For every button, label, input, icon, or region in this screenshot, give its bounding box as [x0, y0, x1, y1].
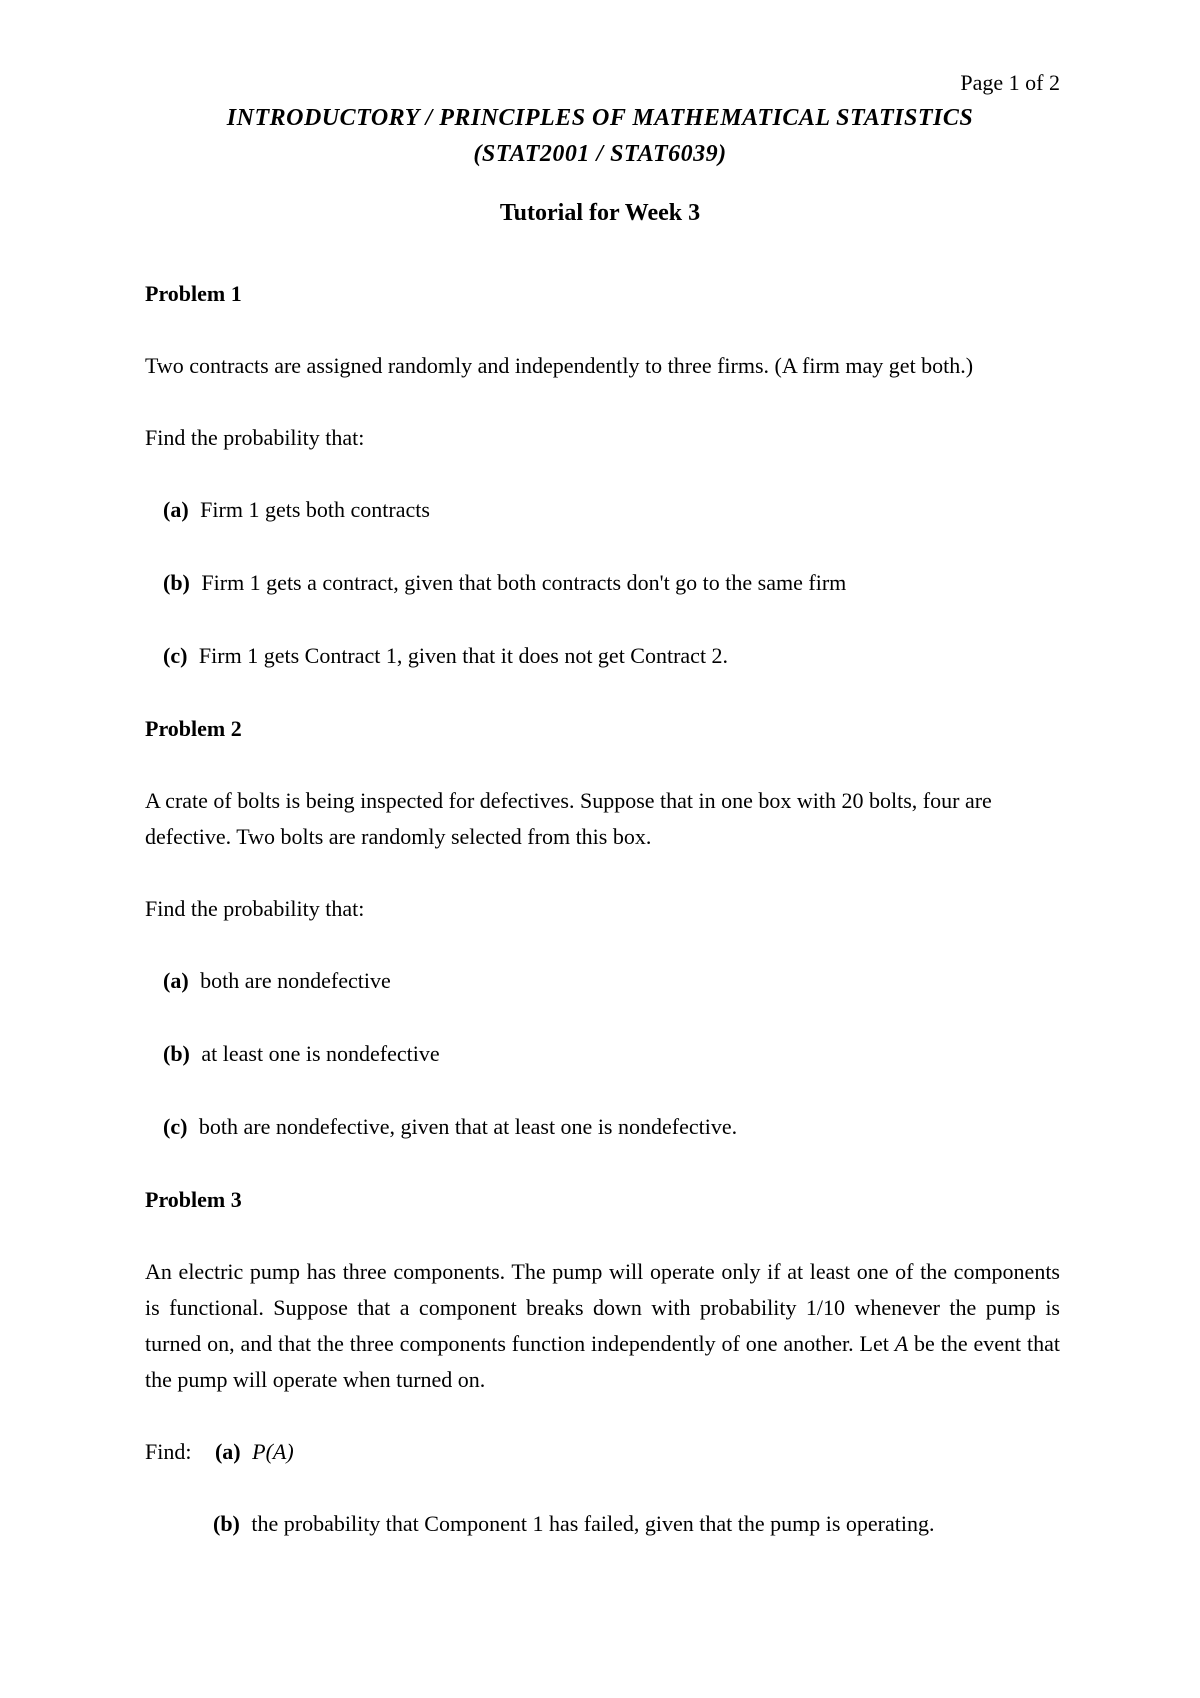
problem-heading: Problem 2: [145, 716, 242, 741]
part-label: (a): [163, 497, 189, 522]
document-body: [145, 276, 1060, 1542]
part-label: (b): [213, 1511, 240, 1536]
problem-heading: Problem 1: [145, 281, 242, 306]
problem-part-c: [163, 638, 1060, 674]
part-label: (b): [163, 1041, 190, 1066]
problem-heading: Problem 3: [145, 1187, 242, 1212]
problem-part-a: [163, 492, 1060, 528]
statement-text: An electric pump has three components. The pump will operate only if at least one of the components is functional. Suppose that a component breaks down with probability 1/10 whenever the pump is turned on, and that the three components function independently of one another. Let: [145, 1259, 1060, 1356]
part-text: at least one is nondefective: [201, 1041, 440, 1066]
problem-2: [145, 711, 1060, 1145]
part-label: (c): [163, 643, 188, 668]
part-label: (b): [163, 570, 190, 595]
part-text: both are nondefective: [200, 968, 391, 993]
part-label: (a): [163, 968, 189, 993]
problem-statement: [145, 1254, 1060, 1398]
part-label: (c): [163, 1114, 188, 1139]
problem-statement: Two contracts are assigned randomly and independently to three firms. (A firm may get both.): [145, 353, 974, 378]
part-text: Firm 1 gets a contract, given that both contracts don't go to the same firm: [201, 570, 847, 595]
problem-part-b: [163, 565, 1060, 601]
problem-3: [145, 1182, 1060, 1542]
course-title: [145, 100, 1055, 172]
course-title-line-1: INTRODUCTORY / PRINCIPLES OF MATHEMATICAL STATISTICS: [226, 105, 974, 131]
problem-part-b: [213, 1506, 1060, 1542]
problem-statement: A crate of bolts is being inspected for defectives. Suppose that in one box with 20 bolts, four are defective. Two bolts are randomly selected from this box.: [145, 788, 992, 849]
problem-prompt: Find the probability that:: [145, 425, 365, 450]
problem-part-a: [163, 963, 1060, 999]
problem-part-b: [163, 1036, 1060, 1072]
part-text: both are nondefective, given that at least one is nondefective.: [198, 1114, 738, 1139]
part-text: the probability that Component 1 has failed, given that the pump is operating.: [251, 1511, 935, 1536]
event-variable: A: [894, 1331, 909, 1356]
course-title-line-2: (STAT2001 / STAT6039): [473, 141, 727, 167]
find-label: Find:: [145, 1439, 192, 1464]
part-text: Firm 1 gets Contract 1, given that it does not get Contract 2.: [198, 643, 729, 668]
part-label: (a): [214, 1439, 241, 1464]
problem-1: [145, 276, 1060, 674]
problem-part-c: [163, 1109, 1060, 1145]
problem-prompt: Find the probability that:: [145, 896, 365, 921]
part-text: Firm 1 gets both contracts: [200, 497, 430, 522]
tutorial-subtitle: Tutorial for Week 3: [499, 200, 701, 226]
part-text: P(A): [252, 1439, 294, 1464]
problem-part-a: [145, 1434, 1060, 1470]
page-number: Page 1 of 2: [960, 70, 1060, 95]
statement-text: be the event that the pump will operate when turned on.: [145, 1331, 1060, 1392]
